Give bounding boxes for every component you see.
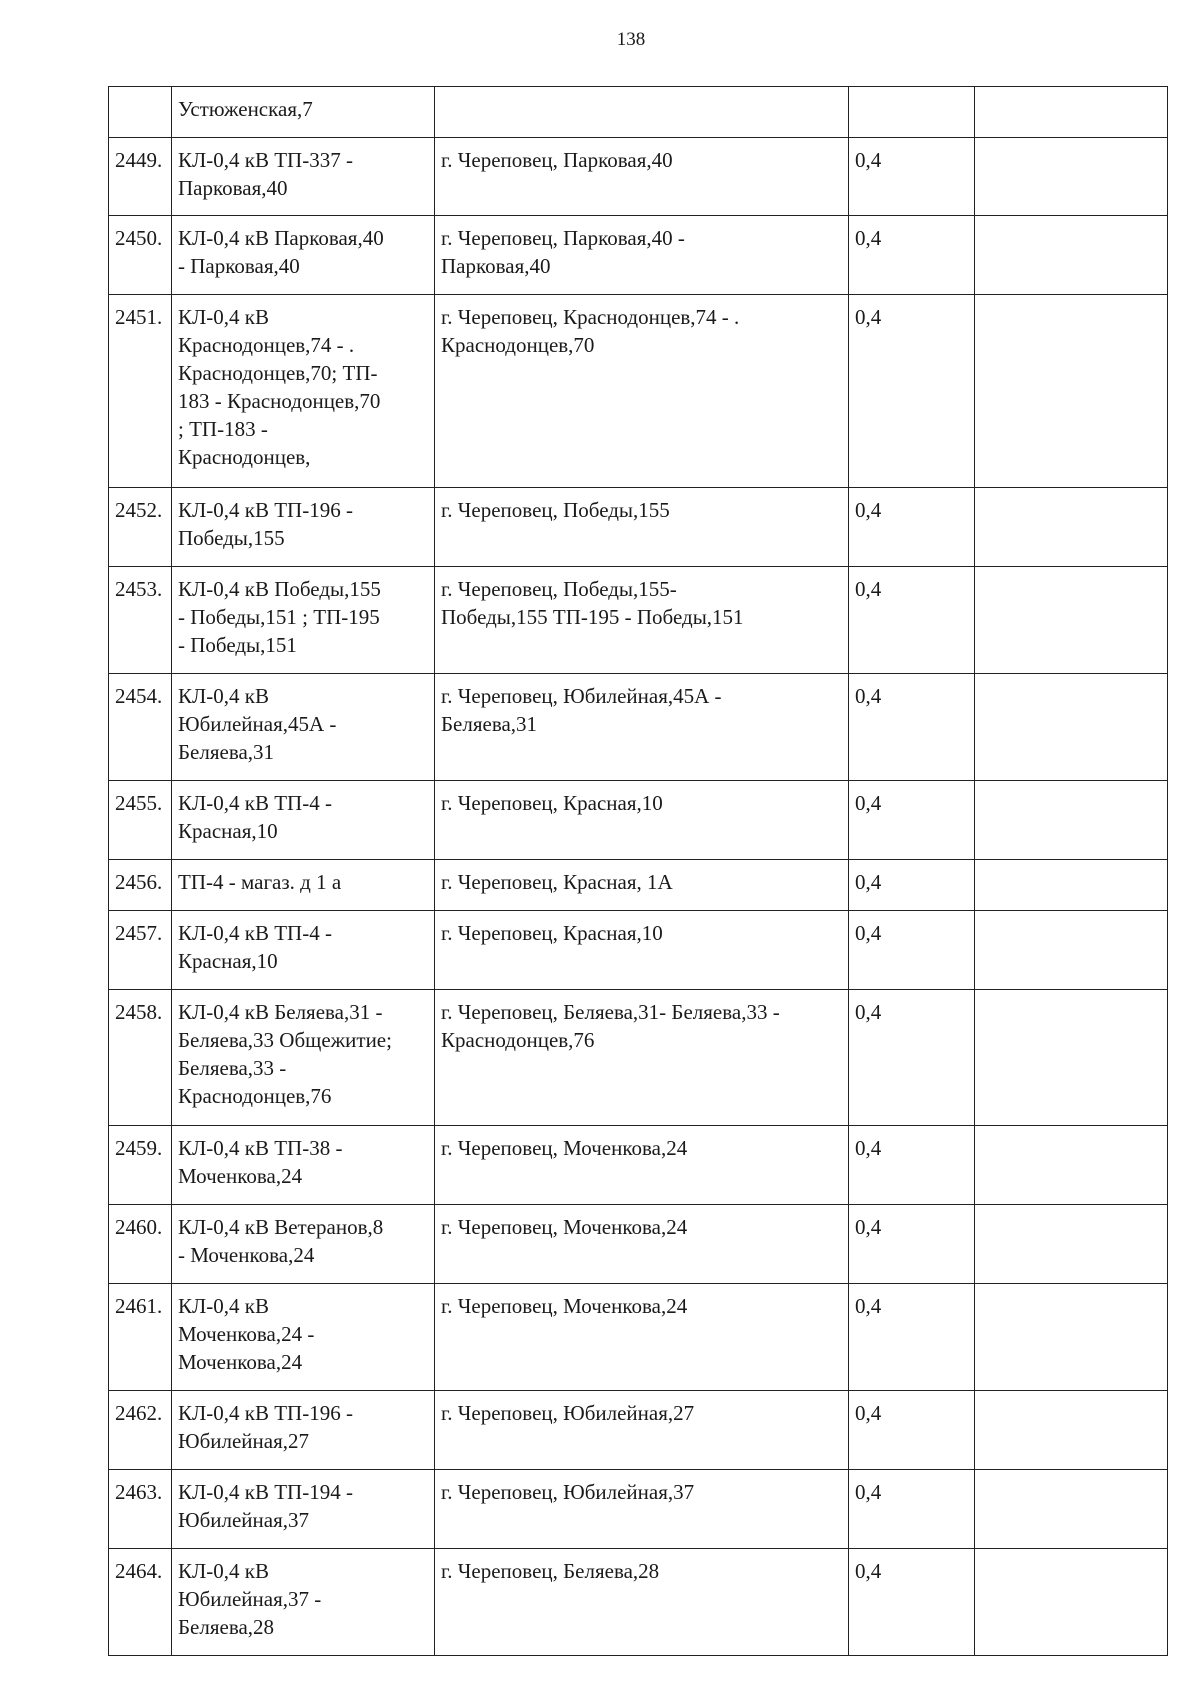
voltage: 0,4 <box>855 684 882 708</box>
address-cell <box>435 488 849 567</box>
row-number-cell <box>109 1126 172 1205</box>
address: г. Череповец, Парковая,40 <box>441 148 673 172</box>
address: г. Череповец, Беляева,28 <box>441 1559 660 1583</box>
voltage-cell <box>849 87 975 138</box>
extra-cell <box>975 1391 1168 1470</box>
address: г. Череповец, Парковая,40 - Парковая,40 <box>441 226 685 278</box>
voltage: 0,4 <box>855 1136 882 1160</box>
voltage-cell <box>849 295 975 488</box>
row-number-cell <box>109 1549 172 1656</box>
voltage-cell <box>849 911 975 990</box>
row-number: 2463. <box>115 1480 163 1504</box>
row-number: 2453. <box>115 577 163 601</box>
object-name: КЛ-0,4 кВ ТП-196 - Юбилейная,27 <box>178 1401 353 1453</box>
table-row <box>109 860 1168 911</box>
object-name-cell <box>172 138 435 216</box>
address: г. Череповец, Краснодонцев,74 - . Краснодонцев,70 <box>441 305 740 357</box>
voltage-cell <box>849 567 975 674</box>
address-cell <box>435 1470 849 1549</box>
address: г. Череповец, Юбилейная,37 <box>441 1480 695 1504</box>
row-number-cell <box>109 1391 172 1470</box>
address-cell <box>435 860 849 911</box>
object-name: КЛ-0,4 кВ ТП-4 - Красная,10 <box>178 791 332 843</box>
address-cell <box>435 138 849 216</box>
row-number-cell <box>109 860 172 911</box>
address-cell <box>435 295 849 488</box>
object-name-cell <box>172 1205 435 1284</box>
row-number: 2450. <box>115 226 163 250</box>
table-row <box>109 911 1168 990</box>
object-name-cell <box>172 1391 435 1470</box>
voltage-cell <box>849 1470 975 1549</box>
address: г. Череповец, Победы,155 <box>441 498 670 522</box>
extra-cell <box>975 860 1168 911</box>
table-row <box>109 1391 1168 1470</box>
object-name-cell <box>172 216 435 295</box>
voltage: 0,4 <box>855 870 882 894</box>
address: г. Череповец, Красная,10 <box>441 791 663 815</box>
row-number: 2455. <box>115 791 163 815</box>
extra-cell <box>975 488 1168 567</box>
row-number-cell <box>109 911 172 990</box>
object-name: КЛ-0,4 кВ ТП-4 - Красная,10 <box>178 921 332 973</box>
object-name: КЛ-0,4 кВ Моченкова,24 - Моченкова,24 <box>178 1294 315 1374</box>
row-number: 2452. <box>115 498 163 522</box>
object-name-cell <box>172 860 435 911</box>
voltage: 0,4 <box>855 1294 882 1318</box>
address-cell <box>435 1205 849 1284</box>
object-name: КЛ-0,4 кВ Юбилейная,45А - Беляева,31 <box>178 684 337 764</box>
address: г. Череповец, Беляева,31- Беляева,33 - Краснодонцев,76 <box>441 1000 780 1052</box>
extra-cell <box>975 1284 1168 1391</box>
row-number: 2458. <box>115 1000 163 1024</box>
extra-cell <box>975 1470 1168 1549</box>
voltage: 0,4 <box>855 1000 882 1024</box>
object-name: КЛ-0,4 кВ Краснодонцев,74 - . Краснодонцев,70; ТП- 183 - Краснодонцев,70 ; ТП-183 - Краснодонцев, <box>178 305 381 469</box>
voltage: 0,4 <box>855 921 882 945</box>
voltage-cell <box>849 1549 975 1656</box>
address-cell <box>435 1284 849 1391</box>
address-cell <box>435 87 849 138</box>
voltage-cell <box>849 1391 975 1470</box>
address: г. Череповец, Юбилейная,45А - Беляева,31 <box>441 684 722 736</box>
registry-table-body <box>109 87 1168 1656</box>
row-number-cell <box>109 1470 172 1549</box>
extra-cell <box>975 138 1168 216</box>
table-row <box>109 1284 1168 1391</box>
object-name: Устюженская,7 <box>178 97 313 121</box>
voltage-cell <box>849 781 975 860</box>
voltage-cell <box>849 216 975 295</box>
voltage: 0,4 <box>855 1401 882 1425</box>
row-number-cell <box>109 781 172 860</box>
extra-cell <box>975 990 1168 1126</box>
address: г. Череповец, Красная,10 <box>441 921 663 945</box>
extra-cell <box>975 1549 1168 1656</box>
address-cell <box>435 990 849 1126</box>
object-name: КЛ-0,4 кВ ТП-194 - Юбилейная,37 <box>178 1480 353 1532</box>
voltage: 0,4 <box>855 498 882 522</box>
address-cell <box>435 1391 849 1470</box>
object-name: КЛ-0,4 кВ Парковая,40 - Парковая,40 <box>178 226 384 278</box>
table-row <box>109 674 1168 781</box>
object-name-cell <box>172 567 435 674</box>
registry-table <box>108 86 1168 1656</box>
address-cell <box>435 674 849 781</box>
voltage: 0,4 <box>855 226 882 250</box>
row-number: 2454. <box>115 684 163 708</box>
object-name-cell <box>172 87 435 138</box>
object-name: КЛ-0,4 кВ Юбилейная,37 - Беляева,28 <box>178 1559 322 1639</box>
object-name: КЛ-0,4 кВ ТП-337 - Парковая,40 <box>178 148 353 200</box>
row-number: 2461. <box>115 1294 163 1318</box>
object-name: КЛ-0,4 кВ Ветеранов,8 - Моченкова,24 <box>178 1215 384 1267</box>
object-name-cell <box>172 1126 435 1205</box>
table-row <box>109 488 1168 567</box>
row-number: 2460. <box>115 1215 163 1239</box>
row-number-cell <box>109 295 172 488</box>
table-row <box>109 1205 1168 1284</box>
row-number-cell <box>109 1205 172 1284</box>
row-number: 2451. <box>115 305 163 329</box>
voltage: 0,4 <box>855 1480 882 1504</box>
row-number-cell <box>109 990 172 1126</box>
extra-cell <box>975 295 1168 488</box>
extra-cell <box>975 567 1168 674</box>
voltage: 0,4 <box>855 305 882 329</box>
object-name-cell <box>172 1549 435 1656</box>
object-name-cell <box>172 674 435 781</box>
row-number-cell <box>109 567 172 674</box>
row-number-cell <box>109 674 172 781</box>
row-number-cell <box>109 216 172 295</box>
address: г. Череповец, Моченкова,24 <box>441 1136 688 1160</box>
voltage-cell <box>849 674 975 781</box>
table-row <box>109 1470 1168 1549</box>
table-row <box>109 295 1168 488</box>
row-number-cell <box>109 138 172 216</box>
row-number-cell <box>109 87 172 138</box>
address: г. Череповец, Моченкова,24 <box>441 1294 688 1318</box>
object-name-cell <box>172 488 435 567</box>
object-name: КЛ-0,4 кВ Беляева,31 - Беляева,33 Общежитие; Беляева,33 - Краснодонцев,76 <box>178 1000 392 1108</box>
object-name: КЛ-0,4 кВ ТП-196 - Победы,155 <box>178 498 353 550</box>
row-number: 2462. <box>115 1401 163 1425</box>
extra-cell <box>975 216 1168 295</box>
row-number: 2449. <box>115 148 163 172</box>
extra-cell <box>975 911 1168 990</box>
table-row <box>109 1126 1168 1205</box>
row-number: 2456. <box>115 870 163 894</box>
address-cell <box>435 781 849 860</box>
address: г. Череповец, Красная, 1А <box>441 870 673 894</box>
address-cell <box>435 1549 849 1656</box>
object-name-cell <box>172 911 435 990</box>
voltage-cell <box>849 1205 975 1284</box>
address: г. Череповец, Моченкова,24 <box>441 1215 688 1239</box>
row-number: 2459. <box>115 1136 163 1160</box>
page-number: 138 <box>616 29 646 50</box>
row-number: 2464. <box>115 1559 163 1583</box>
voltage: 0,4 <box>855 148 882 172</box>
extra-cell <box>975 781 1168 860</box>
table-row <box>109 781 1168 860</box>
object-name: ТП-4 - магаз. д 1 а <box>178 870 342 894</box>
voltage: 0,4 <box>855 1559 882 1583</box>
extra-cell <box>975 674 1168 781</box>
object-name-cell <box>172 1284 435 1391</box>
row-number: 2457. <box>115 921 163 945</box>
object-name: КЛ-0,4 кВ ТП-38 - Моченкова,24 <box>178 1136 343 1188</box>
address-cell <box>435 216 849 295</box>
row-number-cell <box>109 1284 172 1391</box>
extra-cell <box>975 87 1168 138</box>
extra-cell <box>975 1126 1168 1205</box>
voltage-cell <box>849 1284 975 1391</box>
voltage-cell <box>849 860 975 911</box>
object-name-cell <box>172 781 435 860</box>
table-row <box>109 216 1168 295</box>
voltage-cell <box>849 990 975 1126</box>
voltage: 0,4 <box>855 791 882 815</box>
extra-cell <box>975 1205 1168 1284</box>
table-row <box>109 1549 1168 1656</box>
address: г. Череповец, Юбилейная,27 <box>441 1401 695 1425</box>
object-name: КЛ-0,4 кВ Победы,155 - Победы,151 ; ТП-195 - Победы,151 <box>178 577 381 657</box>
row-number-cell <box>109 488 172 567</box>
table-row <box>109 990 1168 1126</box>
voltage-cell <box>849 138 975 216</box>
address: г. Череповец, Победы,155- Победы,155 ТП-195 - Победы,151 <box>441 577 744 629</box>
address-cell <box>435 1126 849 1205</box>
table-row-continuation <box>109 87 1168 138</box>
object-name-cell <box>172 990 435 1126</box>
voltage-cell <box>849 1126 975 1205</box>
address-cell <box>435 567 849 674</box>
object-name-cell <box>172 1470 435 1549</box>
table-row <box>109 567 1168 674</box>
object-name-cell <box>172 295 435 488</box>
table-row <box>109 138 1168 216</box>
voltage: 0,4 <box>855 1215 882 1239</box>
voltage: 0,4 <box>855 577 882 601</box>
address-cell <box>435 911 849 990</box>
voltage-cell <box>849 488 975 567</box>
